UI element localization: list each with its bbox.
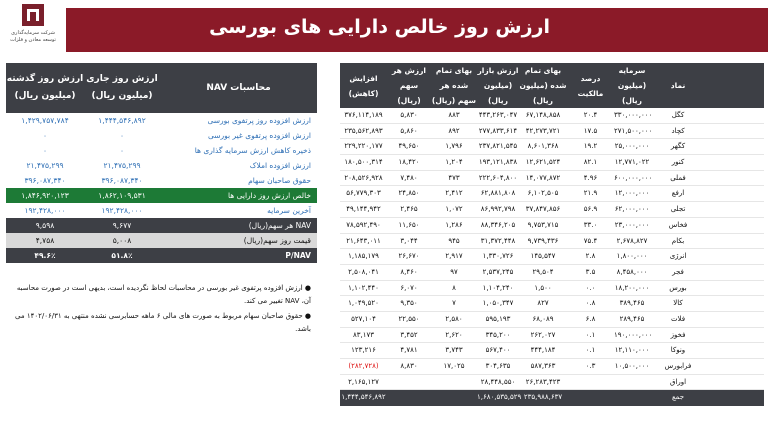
table-row (340, 265, 764, 281)
table-row (340, 281, 764, 297)
notes (6, 282, 311, 338)
nav-prev-value: ۴,۷۵۸ (35, 236, 55, 245)
table-row (340, 312, 764, 328)
table-row (340, 328, 764, 344)
market-value-cell: ۳۰۴,۶۳۵ (485, 362, 511, 370)
cost-per-share-cell: ۹۴۵ (448, 236, 460, 245)
value-per-share-cell: ۸,۴۶۰ (400, 267, 418, 276)
cost-cell: ۸۲۷ (537, 299, 549, 308)
market-value-cell: ۶۲,۸۸۱,۸۰۸ (480, 189, 516, 198)
cost-cell: ۲۶,۲۸۳,۴۲۳ (525, 377, 561, 386)
note-item: ● ارزش افزوده پرتفوی غیر بورسی در محاسبات لحاظ نگردیده است، بدیهی است در صورت محاسبه آن، NAV تغییر می کند. (16, 284, 311, 305)
market-value-cell: ۱,۱۰۴,۲۴۰ (482, 283, 514, 292)
table-row (340, 139, 764, 155)
ownership-cell: ۳۳.۰ (583, 220, 598, 229)
cost-per-share-cell: ۱,۰۷۲ (445, 205, 463, 214)
nav-curr-value: ۰ (119, 131, 125, 140)
market-value-cell: ۲۸,۴۴۸,۵۵۰ (480, 377, 516, 386)
cost-per-share-cell: ۸۸۳ (448, 111, 460, 119)
cost-per-share-cell: ۱,۲۸۶ (445, 220, 463, 229)
nav-prev-value: ۱۹۲,۴۲۸,۰۰۰ (24, 206, 66, 215)
change-cell: ۸۳,۱۷۳ (352, 330, 375, 339)
nav-row-label: P/NAV (285, 251, 311, 260)
market-value-cell: ۸۸,۳۴۶,۲۰۵ (480, 220, 516, 229)
market-value-cell: ۲۲۲,۶۰۴,۸۰۰ (478, 173, 518, 182)
value-per-share-cell: ۳,۴۵۲ (400, 330, 418, 339)
header-symbol: نماد (670, 81, 686, 90)
ownership-cell: ۰.۱ (585, 346, 596, 355)
symbol-cell: کنور (671, 158, 685, 167)
value-per-share-cell: ۱۱,۶۵۰ (398, 220, 420, 229)
capital-cell: ۱,۸۰۰,۰۰۰ (616, 252, 648, 261)
cost-per-share-cell (431, 375, 477, 390)
value-per-share-cell: ۲۲,۵۵۰ (398, 314, 420, 323)
table-row (340, 296, 764, 312)
nav-curr-value: ۰ (119, 146, 125, 155)
change-cell: ۷۸,۵۹۲,۴۹۰ (346, 220, 381, 229)
nav-row-label: ارزش افزوده روز پرتفوی بورسی (207, 116, 311, 125)
cost-per-share-cell: ۴۷۳ (448, 173, 460, 182)
value-per-share-cell: ۵,۸۳۰ (400, 111, 418, 119)
change-cell: ۲۱,۶۴۳,۰۱۱ (346, 236, 381, 245)
nav-prev-value: ۲۱,۴۷۵,۲۹۹ (26, 161, 64, 170)
nav-table (6, 63, 317, 263)
symbol-cell: کگل (671, 111, 685, 119)
capital-cell: ۲,۶۷۸,۸۲۷ (616, 236, 648, 245)
cost-per-share-cell: ۲,۶۲۰ (445, 330, 463, 339)
cost-per-share-cell: ۲,۹۱۷ (445, 252, 463, 261)
symbol-cell: کالا (673, 299, 683, 308)
nav-curr-value: ۱,۴۴۴,۵۴۶,۸۹۲ (98, 116, 146, 125)
nav-table-row (6, 143, 317, 158)
header (0, 0, 768, 58)
cost-cell: ۹,۷۵۳,۷۱۵ (527, 220, 559, 229)
market-value-cell: ۲۷۷,۸۳۳,۶۱۴ (478, 126, 518, 135)
cost-cell: ۶۷,۱۴۸,۸۵۸ (525, 111, 561, 119)
table-row (340, 202, 764, 218)
symbol-cell: ونوکا (670, 346, 686, 355)
nav-curr-value: ۵,۰۰۸ (112, 236, 132, 245)
market-value-cell: ۲۳۷,۸۲۱,۵۴۵ (478, 142, 518, 151)
capital-cell: ۱۰,۵۰۰,۰۰۰ (614, 362, 650, 370)
value-per-share-cell (387, 375, 431, 390)
change-cell: ۳۷۶,۱۱۴,۱۸۹ (344, 111, 383, 119)
header-capital: سرمایه (میلیون ریال) (617, 66, 647, 105)
nav-curr-value: ۲۱,۴۷۵,۲۹۹ (103, 161, 141, 170)
change-cell: ۲۰۸,۵۲۶,۹۲۸ (344, 173, 383, 182)
nav-row-label: حقوق صاحبان سهام (248, 176, 311, 185)
symbol-cell: فخاس (668, 220, 688, 229)
capital-cell: ۸,۴۵۸,۰۰۰ (616, 267, 648, 276)
cost-per-share-cell: ۲,۴۱۲ (445, 189, 463, 198)
ownership-cell: ۲۰.۴ (583, 111, 598, 119)
cost-cell: ۶,۱۰۲,۵۰۵ (527, 189, 559, 198)
cost-cell: ۱۲,۶۲۱,۵۲۴ (525, 158, 561, 167)
capital-cell: ۱۸,۲۰۰,۰۰۰ (614, 283, 650, 292)
ownership-cell: ۰.۰ (585, 283, 596, 292)
cost-per-share-cell: ۳,۷۴۳ (445, 346, 463, 355)
table-row (340, 186, 764, 202)
ownership-cell: ۳.۵ (585, 267, 596, 276)
nav-table-header (6, 63, 317, 113)
portfolio-table (340, 63, 764, 406)
symbol-cell: ارفع (671, 189, 685, 198)
capital-cell: ۲۷۱,۵۰۰,۰۰۰ (614, 126, 653, 135)
change-cell: (۲۸۲,۷۲۸) (348, 362, 379, 370)
nav-curr-value: ۵۱.۸٪ (111, 251, 133, 260)
value-per-share-cell: ۴,۷۸۱ (400, 346, 418, 355)
table-row (340, 108, 764, 124)
capital-cell: ۱۲,۱۱۰,۰۰۰ (614, 346, 650, 355)
capital-cell: ۲۵,۰۰۰,۰۰۰ (614, 142, 650, 151)
value-per-share-cell: ۶,۰۷۰ (400, 283, 418, 292)
market-value-cell: ۵۹۵,۱۹۳ (485, 314, 511, 323)
nav-table-row (6, 248, 317, 263)
cost-per-share-cell: ۷ (452, 299, 456, 308)
nav-table-row (6, 173, 317, 188)
ownership-cell: ۶.۸ (585, 314, 596, 323)
change-cell: ۱۸۰,۵۰۰,۳۱۴ (344, 158, 383, 167)
change-cell: ۲,۱۶۵,۱۲۷ (348, 377, 379, 386)
market-value-cell: ۳۱,۳۷۲,۴۴۸ (480, 236, 516, 245)
cost-cell: ۱۴۵,۵۴۷ (530, 252, 556, 261)
market-value-cell: ۲,۵۳۷,۲۴۵ (482, 267, 514, 276)
table-row (340, 249, 764, 265)
ownership-cell: ۷۵.۴ (583, 236, 598, 245)
nav-table-row (6, 128, 317, 143)
ownership-cell (567, 375, 614, 390)
market-value-cell: ۱,۳۳۰,۷۲۶ (482, 252, 514, 261)
value-per-share-cell: ۸,۸۳۰ (400, 362, 418, 370)
total-label: جمع (671, 393, 685, 402)
ownership-cell: ۸۲.۱ (583, 158, 598, 167)
nav-prev-value: ۴۹.۶٪ (34, 251, 56, 260)
header-curr-value: ارزش روز جاری (میلیون ریال) (86, 74, 158, 101)
ownership-cell: ۰.۸ (585, 299, 596, 308)
change-cell: ۴۹,۱۴۴,۹۴۲ (346, 205, 381, 214)
cost-per-share-cell: ۱,۲۰۴ (445, 158, 463, 167)
symbol-cell: بورس (669, 283, 687, 292)
value-per-share-cell: ۲,۴۶۵ (400, 205, 418, 214)
cost-cell: ۴۴۴,۱۸۴ (530, 346, 556, 355)
market-value-cell: ۱۹۳,۱۲۱,۸۳۸ (478, 158, 518, 167)
cost-cell: ۳۷,۸۴۷,۸۵۶ (525, 205, 561, 214)
symbol-cell: بکام (671, 236, 685, 245)
change-cell: ۲۳۵,۵۶۲,۸۹۳ (344, 126, 383, 135)
symbol-cell: فرابورس (664, 362, 692, 370)
market-value-cell: ۸۶,۹۹۲,۷۹۸ (480, 205, 516, 214)
symbol-cell: کچاد (671, 126, 685, 135)
header-value-per-share: ارزش هر سهم (ریال) (391, 66, 427, 105)
nav-table-body (6, 113, 317, 263)
symbol-cell: کگهر (670, 142, 686, 151)
change-cell: ۲,۵۰۸,۰۴۱ (348, 267, 379, 276)
change-cell: ۱,۰۴۹,۵۲۰ (348, 299, 379, 308)
nav-row-label: ارزش افزوده املاک (249, 161, 311, 170)
symbol-cell: فخوز (670, 330, 686, 339)
cost-per-share-cell: ۸۹۲ (448, 126, 460, 135)
nav-row-label: ذخیره کاهش ارزش سرمایه گذاری ها (194, 146, 311, 155)
nav-curr-value: ۱۹۲,۴۲۸,۰۰۰ (101, 206, 143, 215)
cost-cell: ۱,۵۰۰ (534, 283, 552, 292)
cost-cell: ۲۶۲,۰۲۷ (530, 330, 556, 339)
header-change: افزایش (کاهش) (348, 73, 379, 98)
nav-prev-value: ۹,۵۹۸ (35, 221, 55, 230)
nav-prev-value: ۰ (42, 131, 48, 140)
value-per-share-cell: ۷,۴۸۰ (400, 173, 418, 182)
capital-cell: ۲۳,۰۰۰,۰۰۰ (614, 220, 650, 229)
ownership-cell: ۱۹.۲ (583, 142, 598, 151)
value-per-share-cell: ۹,۳۵۰ (400, 299, 418, 308)
value-per-share-cell: ۲۶,۶۷۰ (398, 252, 420, 261)
note-text: حقوق صاحبان سهام مربوط به صورت های مالی ۶ ماهه حسابرسی نشده منتهی به ۱۴۰۲/۰۶/۳۱ می باشد. (15, 312, 311, 333)
symbol-cell: فلات (670, 314, 686, 323)
capital-cell: ۶۲,۰۰۰,۰۰۰ (614, 205, 650, 214)
nav-table-row (6, 233, 317, 248)
capital-cell: ۱۲,۷۷۱,۰۲۲ (614, 158, 650, 167)
portfolio-table-body (340, 108, 764, 406)
header-prev-value: ارزش روز گذشته (میلیون ریال) (6, 74, 84, 101)
change-cell: ۵۶,۷۷۹,۳۰۳ (346, 189, 381, 198)
capital-cell: ۲۸۹,۴۶۵ (619, 314, 645, 323)
nav-table-row (6, 188, 317, 203)
total-market-value-cell: ۱,۶۸۰,۵۳۵,۵۲۹ (477, 393, 522, 402)
table-row (340, 218, 764, 234)
page-title: ارزش روز خالص دارایی های بورسی (209, 16, 550, 38)
nav-curr-value: ۹,۶۷۷ (112, 221, 132, 230)
change-cell: ۲۲۹,۲۲۰,۱۷۷ (344, 142, 383, 151)
ownership-cell: ۱۷.۵ (583, 126, 598, 135)
ownership-cell: ۲.۸ (585, 252, 596, 261)
cost-per-share-cell: ۲,۵۸۰ (445, 314, 463, 323)
total-row (340, 390, 764, 406)
header-ownership: درصد مالکیت (577, 73, 604, 98)
capital-cell: ۶۰۰,۰۰۰,۰۰۰ (614, 173, 653, 182)
value-per-share-cell: ۴۹,۶۵۰ (398, 142, 420, 151)
nav-prev-value: ۱,۴۲۹,۷۵۷,۷۸۴ (21, 116, 69, 125)
cost-cell: ۲۹,۵۰۴ (532, 267, 554, 276)
value-per-share-cell: ۵,۸۶۰ (400, 126, 418, 135)
change-cell: ۱۲۳,۲۱۶ (351, 346, 376, 355)
cost-cell: ۹,۷۳۹,۴۳۶ (527, 236, 559, 245)
cost-per-share-cell: ۹۷ (450, 267, 458, 276)
nav-prev-value: ۰ (42, 146, 48, 155)
nav-table-row (6, 158, 317, 173)
nav-row-label: خالص ارزش روز دارایی ها (228, 191, 311, 200)
market-value-cell: ۵۶۷,۴۰۰ (485, 346, 511, 355)
nav-curr-value: ۱,۸۶۲,۱۰۹,۵۳۱ (98, 191, 146, 200)
nav-curr-value: ۳۹۶,۰۸۷,۳۴۰ (101, 176, 143, 185)
capital-cell: ۱۲,۰۰۰,۰۰۰ (614, 189, 650, 198)
nav-prev-value: ۳۹۶,۰۸۷,۳۴۰ (24, 176, 66, 185)
ownership-cell: ۵۶.۹ (583, 205, 598, 214)
cost-cell: ۵۸۷,۳۶۳ (530, 362, 556, 370)
symbol-cell: اوراق (669, 377, 687, 386)
change-cell: ۱,۱۸۵,۱۷۹ (348, 252, 379, 261)
header-cost-per-share: بهای تمام شده هر سهم (ریال) (431, 66, 477, 105)
cost-cell: ۸,۶۰۱,۳۶۸ (527, 142, 559, 151)
capital-cell: ۳۸۹,۴۶۵ (619, 299, 645, 308)
symbol-cell: انرژی (669, 252, 687, 261)
symbol-cell: فملی (670, 173, 686, 182)
header-cost: بهای تمام شده (میلیون ریال) (519, 66, 567, 105)
nav-row-label: آخرین سرمایه (267, 206, 311, 215)
market-value-cell: ۱,۰۵۰,۳۴۷ (482, 299, 514, 308)
value-per-share-cell: ۲۴,۸۵۰ (398, 189, 420, 198)
ownership-cell: ۰.۱ (585, 330, 596, 339)
capital-cell: ۳۳۰,۰۰۰,۰۰۰ (614, 111, 653, 119)
change-cell: ۵۲۷,۱۰۴ (351, 314, 376, 323)
cost-per-share-cell: ۱۷,۰۲۵ (443, 362, 465, 370)
cost-cell: ۱۴,۰۷۷,۸۷۲ (525, 173, 561, 182)
table-row (340, 343, 764, 359)
table-row (340, 359, 764, 375)
nav-row-label: قیمت روز سهم(ریال) (243, 236, 311, 245)
ownership-cell: ۲۱.۹ (583, 189, 598, 198)
logo-text: شرکت سرمایه‌گذاری توسعه معادن و فلزات (10, 30, 56, 43)
cost-cell: ۶۸,۰۸۹ (532, 314, 554, 323)
title-bar (66, 8, 768, 52)
value-per-share-cell: ۳,۰۴۴ (400, 236, 418, 245)
cost-per-share-cell: ۸ (452, 283, 456, 292)
market-value-cell: ۴۴۳,۲۶۳,۰۴۷ (478, 111, 518, 119)
value-per-share-cell: ۱۸,۴۲۰ (398, 158, 420, 167)
company-logo (4, 4, 62, 54)
total-change-cell: ۱,۴۴۴,۵۴۶,۸۹۲ (341, 393, 386, 402)
nav-table-row (6, 203, 317, 218)
nav-table-row (6, 218, 317, 233)
nav-row-label: NAV هر سهم(ریال) (248, 221, 311, 230)
note-text: ارزش افزوده پرتفوی غیر بورسی در محاسبات لحاظ نگردیده است، بدیهی است در صورت محاسبه آن، NAV تغییر می کند. (16, 284, 311, 305)
note-item: ● حقوق صاحبان سهام مربوط به صورت های مالی ۶ ماهه حسابرسی نشده منتهی به ۱۴۰۲/۰۶/۳۱ می باشد. (15, 312, 311, 333)
logo-icon (22, 4, 44, 26)
table-row (340, 171, 764, 187)
cost-per-share-cell: ۱,۷۹۶ (445, 142, 463, 151)
nav-row-label: ارزش افزوده پرتفوی غیر بورسی (207, 131, 311, 140)
header-nav-calc: محاسبات NAV (206, 82, 271, 93)
symbol-cell: فجر (672, 267, 684, 276)
nav-prev-value: ۱,۸۴۶,۹۲۰,۱۲۳ (21, 191, 69, 200)
ownership-cell: ۴.۹۶ (583, 173, 598, 182)
header-market-value: ارزش بازار (میلیون ریال) (477, 66, 519, 105)
table-row (340, 375, 764, 391)
symbol-cell: تجلی (670, 205, 686, 214)
market-value-cell: ۳۴۵,۲۰۰ (485, 330, 511, 339)
nav-table-row (6, 113, 317, 128)
change-cell: ۱,۱۰۲,۴۴۰ (348, 283, 379, 292)
capital-cell: ۱۹۰,۰۰۰,۰۰۰ (614, 330, 653, 339)
table-row (340, 155, 764, 171)
capital-cell (614, 375, 650, 390)
table-row (340, 234, 764, 250)
ownership-cell: ۰.۳ (585, 362, 596, 370)
total-cost-cell: ۲۳۵,۹۸۸,۶۳۷ (523, 393, 563, 402)
table-row (340, 124, 764, 140)
cost-cell: ۴۲,۲۷۳,۷۲۱ (525, 126, 561, 135)
portfolio-table-header (340, 63, 764, 108)
